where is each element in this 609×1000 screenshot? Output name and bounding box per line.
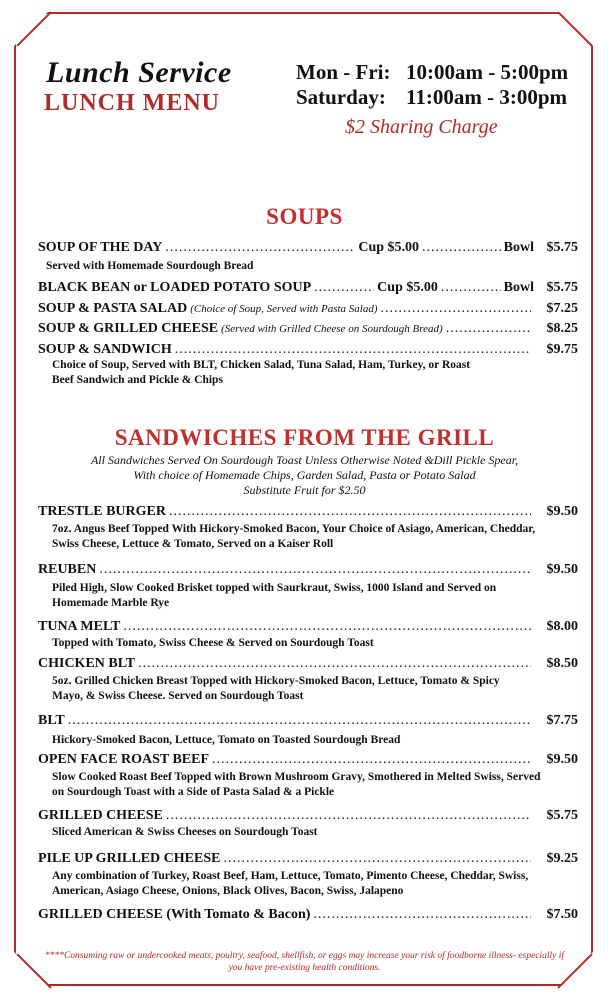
menu-item: GRILLED CHEESE (With Tomato & Bacon) ..... $7.50 (38, 907, 578, 923)
lunch-service-title: Lunch Service (46, 56, 232, 89)
menu-item: CHICKEN BLT ..... $8.50 (38, 656, 578, 672)
item-description: Any combination of Turkey, Roast Beef, Ham, Lettuce, Tomato, Pimento Cheese, Cheddar, Swiss, American, Asiago Cheese, Onions, Black Olives, Bacon, Swiss, Jalapeno (52, 870, 529, 897)
item-description: Served with Homemade Sourdough Bread (46, 260, 254, 272)
sharing-charge: $2 Sharing Charge (345, 116, 498, 138)
menu-item: SOUP & GRILLED CHEESE (Served with Grilled Cheese on Sourdough Bread) ..... $8.25 (38, 321, 578, 337)
menu-item: BLT ..... $7.75 (38, 713, 578, 729)
sandwiches-heading: SANDWICHES FROM THE GRILL (114, 425, 495, 450)
menu-item: SOUP OF THE DAY ..... Cup $5.00 ..... Bowl $5.75 (38, 240, 578, 256)
item-description: 5oz. Grilled Chicken Breast Topped with Hickory-Smoked Bacon, Lettuce, Tomato & Spicy Mayo, & Swiss Cheese. Served on Sourdough Toast (52, 675, 500, 702)
food-safety-disclaimer: ****Consuming raw or undercooked meats, poultry, seafood, shellfish, or eggs may increase your risk of foodborne illness- especially if you have pre-existing health conditions. (44, 951, 565, 973)
soups-heading: SOUPS (266, 204, 343, 229)
hours-block (296, 60, 568, 110)
item-description: Hickory-Smoked Bacon, Lettuce, Tomato on Toasted Sourdough Bread (52, 734, 401, 746)
menu-item: PILE UP GRILLED CHEESE ..... $9.25 (38, 851, 578, 867)
menu-item: OPEN FACE ROAST BEEF ..... $9.50 (38, 752, 578, 768)
item-description: 7oz. Angus Beef Topped With Hickory-Smoked Bacon, Your Choice of Asiago, American, Cheddar, Swiss Cheese, Lettuce & Tomato, Served on a Kaiser Roll (52, 523, 536, 550)
menu-item: REUBEN ..... $9.50 (38, 562, 578, 578)
menu-item: TUNA MELT ..... $8.00 (38, 619, 578, 635)
menu-item: GRILLED CHEESE ..... $5.75 (38, 808, 578, 824)
menu-item: SOUP & PASTA SALAD (Choice of Soup, Served with Pasta Salad) ..... $7.25 (38, 301, 578, 317)
menu-item: TRESTLE BURGER ..... $9.50 (38, 504, 578, 520)
item-description: Sliced American & Swiss Cheeses on Sourdough Toast (52, 826, 318, 838)
lunch-menu-title: LUNCH MENU (44, 90, 220, 116)
item-description: Choice of Soup, Served with BLT, Chicken Salad, Tuna Salad, Ham, Turkey, or Roast Beef Sandwich and Pickle & Chips (52, 359, 471, 386)
hours-row: Mon - Fri: 10:00am - 5:00pm (296, 60, 569, 84)
item-description: Piled High, Slow Cooked Brisket topped with Saurkraut, Swiss, 1000 Island and Served on Homemade Marble Rye (52, 582, 497, 609)
menu-item: BLACK BEAN or LOADED POTATO SOUP ..... Cup $5.00 ..... Bowl $5.75 (38, 280, 578, 296)
item-description: Topped with Tomato, Swiss Cheese & Served on Sourdough Toast (52, 637, 374, 649)
sandwiches-subtitle: All Sandwiches Served On Sourdough Toast Unless Otherwise Noted &Dill Pickle Spear, With choice of Homemade Chips, Garden Salad, Pasta or Potato Salad Substitute Fruit for $2.50 (90, 453, 519, 497)
hours-row: Saturday: 11:00am - 3:00pm (296, 85, 567, 109)
menu-item: SOUP & SANDWICH ..... $9.75 (38, 342, 578, 358)
item-description: Slow Cooked Roast Beef Topped with Brown Mushroom Gravy, Smothered in Melted Swiss, Served on Sourdough Toast with a Side of Pasta Salad & a Pickle (52, 771, 541, 798)
